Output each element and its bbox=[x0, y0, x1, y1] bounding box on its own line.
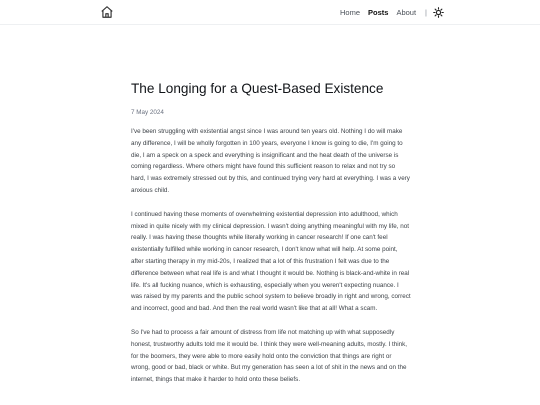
post-date: 7 May 2024 bbox=[131, 109, 164, 116]
sun-icon[interactable] bbox=[433, 7, 444, 18]
nav-separator: | bbox=[425, 7, 427, 17]
main-nav bbox=[332, 5, 444, 19]
post-paragraph: I continued having these moments of overwhelming existential depression into adulthood, which mixed in quite nicely with my clinical depression. I wasn't doing anything meaningful with my life, not really. I was having these thoughts while literally working in cancer research! If one can't feel existentially fulfilled while working in cancer research, I don't know what will help. At some point, after starting therapy in my mid-20s, I realized that a lot of this frustration I felt was due to the difference between what real life is and what I thought it would be. Nothing is black-and-white in real life. It's all fucking nuance, which is exhausting, especially when you weren't expecting nuance. I was raised by my parents and the public school system to believe broadly in right and wrong, correct and incorrect, good and bad. And then the real world wasn't like that at all! What a scam. bbox=[131, 210, 411, 313]
post-paragraph: I've been struggling with existential angst since I was around ten years old. Nothing I do will make any difference, I will be wholly forgotten in 100 years, everyone I know is going to die, I'm going to die, I am a speck on a speck and everything is insignificant and the heat death of the universe is coming regardless. Where others might have found this sufficient reason to relax and not try so hard, I was extremely stressed out by this, and continued trying very hard at everything. I was a very anxious child. bbox=[131, 128, 410, 194]
post-paragraph: So I've had to process a fair amount of distress from life not matching up with what supposedly honest, trustworthy adults told me it would be. I think they were well-meaning adults, mostly. I think, for the boomers, they were able to more easily hold onto the conviction that things are right or wrong, good or bad, black or white. But my generation has seen a lot of shit in the news and on the internet, things that make it harder to hold onto these beliefs. bbox=[131, 328, 408, 384]
nav-link-about[interactable]: About bbox=[396, 7, 417, 17]
post-content bbox=[131, 126, 411, 386]
nav-link-home[interactable]: Home bbox=[339, 7, 360, 17]
post-article bbox=[131, 80, 411, 398]
post-title: The Longing for a Quest-Based Existence bbox=[131, 81, 384, 96]
home-icon[interactable] bbox=[100, 5, 114, 19]
site-header bbox=[0, 0, 540, 25]
nav-link-posts[interactable]: Posts bbox=[368, 7, 389, 17]
